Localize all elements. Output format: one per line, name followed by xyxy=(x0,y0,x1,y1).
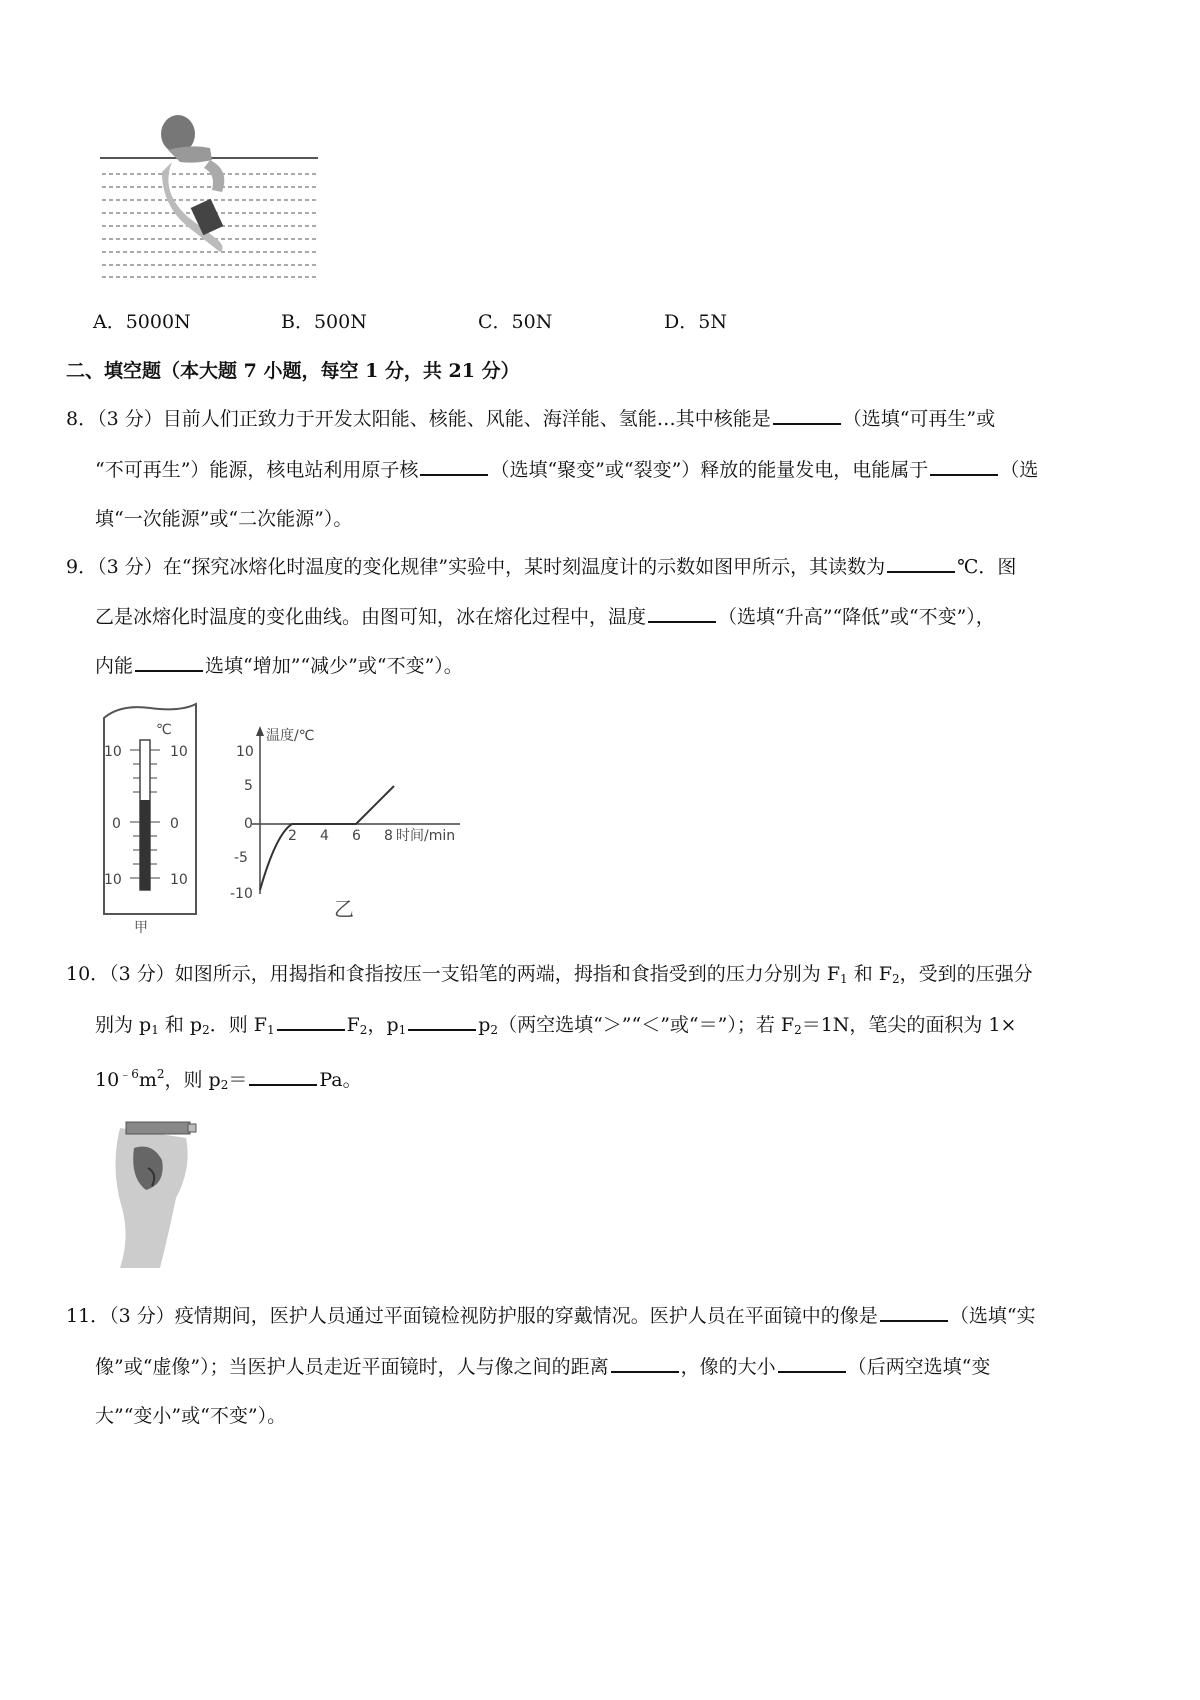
q10-text: 和 F xyxy=(847,963,892,985)
thermometer-tick: 10 xyxy=(170,744,188,760)
figure-caption-jia: 甲 xyxy=(134,920,148,936)
q9-line3 xyxy=(95,652,463,679)
thermometer-tick: 10 xyxy=(104,744,122,760)
q10-text: p xyxy=(478,1014,491,1036)
thermometer-tick: 10 xyxy=(170,872,188,888)
q8-text: （选填“可再生”或 xyxy=(842,408,996,430)
graph-ytick: 5 xyxy=(244,778,253,794)
q10-line1 xyxy=(66,961,1033,992)
q10-text: 和 p xyxy=(158,1014,203,1036)
swimmer-figure xyxy=(100,112,320,282)
q10-text: Pa。 xyxy=(319,1069,362,1091)
q10-text: ，受到的压强分 xyxy=(899,963,1033,985)
option-a: A．5000N xyxy=(93,311,191,333)
subscript: 1 xyxy=(266,1023,275,1037)
subscript: 1 xyxy=(398,1023,407,1037)
q9-line2 xyxy=(95,603,995,630)
graph-xtick: 4 xyxy=(320,828,329,844)
thermometer-unit: ℃ xyxy=(156,722,172,738)
q8-line2 xyxy=(95,456,1038,483)
q8-text: 8．（3 分）目前人们正致力于开发太阳能、核能、风能、海洋能、氢能…其中核能是 xyxy=(66,408,771,430)
pencil-hand-figure xyxy=(100,1108,210,1273)
graph-ylabel: 温度/℃ xyxy=(266,728,315,744)
q8-line3: 填“一次能源”或“二次能源”）。 xyxy=(95,508,353,530)
q9-text: （选填“升高”“降低”或“不变”）， xyxy=(718,606,995,628)
subscript: 2 xyxy=(490,1023,499,1037)
q8-line1 xyxy=(66,405,995,432)
answer-blank xyxy=(249,1066,317,1086)
graph-xlabel: 时间/min xyxy=(396,828,456,844)
subscript: 2 xyxy=(220,1078,229,1092)
section-title: 二、填空题（本大题 7 小题，每空 1 分，共 21 分） xyxy=(66,360,520,382)
temperature-graph xyxy=(230,722,480,922)
q10-text: ，p xyxy=(367,1014,399,1036)
q10-text: F xyxy=(346,1014,360,1036)
q9-text: 选填“增加”“减少”或“不变”）。 xyxy=(205,655,463,677)
answer-blank xyxy=(408,1011,476,1031)
superscript: 2 xyxy=(156,1067,165,1081)
answer-blank xyxy=(648,603,716,623)
answer-blank xyxy=(277,1011,345,1031)
subscript: 2 xyxy=(794,1023,802,1037)
answer-blank xyxy=(420,456,488,476)
option-b: B．500N xyxy=(281,311,367,333)
answer-blank xyxy=(773,405,841,425)
q11-line3: 大”“变小”或“不变”）。 xyxy=(95,1405,287,1427)
answer-blank xyxy=(930,456,998,476)
q11-line2 xyxy=(95,1353,990,1380)
q11-text: 11．（3 分）疫情期间，医护人员通过平面镜检视防护服的穿戴情况。医护人员在平面镜中的像是 xyxy=(66,1305,878,1327)
q10-text: 10．（3 分）如图所示，用揭指和食指按压一支铅笔的两端，拇指和食指受到的压力分别为 F xyxy=(66,963,841,985)
q11-line1 xyxy=(66,1302,1036,1329)
q10-text: ．则 F xyxy=(209,1014,267,1036)
option-c: C．50N xyxy=(478,311,553,333)
q10-text: ，则 p xyxy=(164,1069,221,1091)
q10-text: 10 xyxy=(95,1069,120,1091)
q9-text: 内能 xyxy=(95,655,134,677)
subscript: 2 xyxy=(202,1023,210,1037)
graph-ytick: 0 xyxy=(244,816,253,832)
q11-text: ，像的大小 xyxy=(680,1356,776,1378)
q11-text: （选填“实 xyxy=(949,1305,1036,1327)
thermometer-tick: 10 xyxy=(104,872,122,888)
q11-text: 像”或“虚像”）；当医护人员走近平面镜时，人与像之间的距离 xyxy=(95,1356,609,1378)
q8-text: “不可再生”）能源，核电站利用原子核 xyxy=(95,459,419,481)
q10-line3 xyxy=(95,1061,362,1098)
q10-text: m xyxy=(138,1069,157,1091)
subscript: 2 xyxy=(891,972,900,986)
answer-blank xyxy=(880,1302,948,1322)
q10-text: 别为 p xyxy=(95,1014,152,1036)
superscript: ﹣6 xyxy=(119,1067,139,1081)
figure-caption-yi: 乙 xyxy=(334,897,354,921)
q8-text: （选 xyxy=(1000,459,1039,481)
q9-text: 乙是冰熔化时温度的变化曲线。由图可知，冰在熔化过程中，温度 xyxy=(95,606,647,628)
q9-text: ℃．图 xyxy=(957,556,1017,578)
graph-xtick: 6 xyxy=(352,828,361,844)
answer-blank xyxy=(135,652,203,672)
q8-text: （选填“聚变”或“裂变”）释放的能量发电，电能属于 xyxy=(490,459,929,481)
q10-text: ＝1N，笔尖的面积为 1× xyxy=(801,1014,1017,1036)
q10-text: （两空选填“＞”“＜”或“＝”）；若 F xyxy=(498,1014,795,1036)
thermometer-figure xyxy=(100,698,200,938)
subscript: 1 xyxy=(840,972,848,986)
graph-ytick: -5 xyxy=(234,850,248,866)
option-d: D．5N xyxy=(664,311,727,333)
q11-text: （后两空选填“变 xyxy=(847,1356,991,1378)
subscript: 2 xyxy=(359,1023,368,1037)
answer-blank xyxy=(887,553,955,573)
thermometer-tick: 0 xyxy=(112,816,121,832)
graph-xtick: 2 xyxy=(288,828,297,844)
subscript: 1 xyxy=(151,1023,159,1037)
graph-ytick: 10 xyxy=(236,744,254,760)
q10-text: ＝ xyxy=(228,1069,248,1091)
q10-line2 xyxy=(95,1011,1016,1043)
graph-xtick: 8 xyxy=(384,828,393,844)
q9-line1 xyxy=(66,553,1016,580)
q9-text: 9．（3 分）在“探究冰熔化时温度的变化规律”实验中，某时刻温度计的示数如图甲所示，其读数为 xyxy=(66,556,886,578)
answer-blank xyxy=(611,1353,679,1373)
answer-blank xyxy=(778,1353,846,1373)
thermometer-tick: 0 xyxy=(170,816,179,832)
graph-ytick: -10 xyxy=(230,886,253,902)
